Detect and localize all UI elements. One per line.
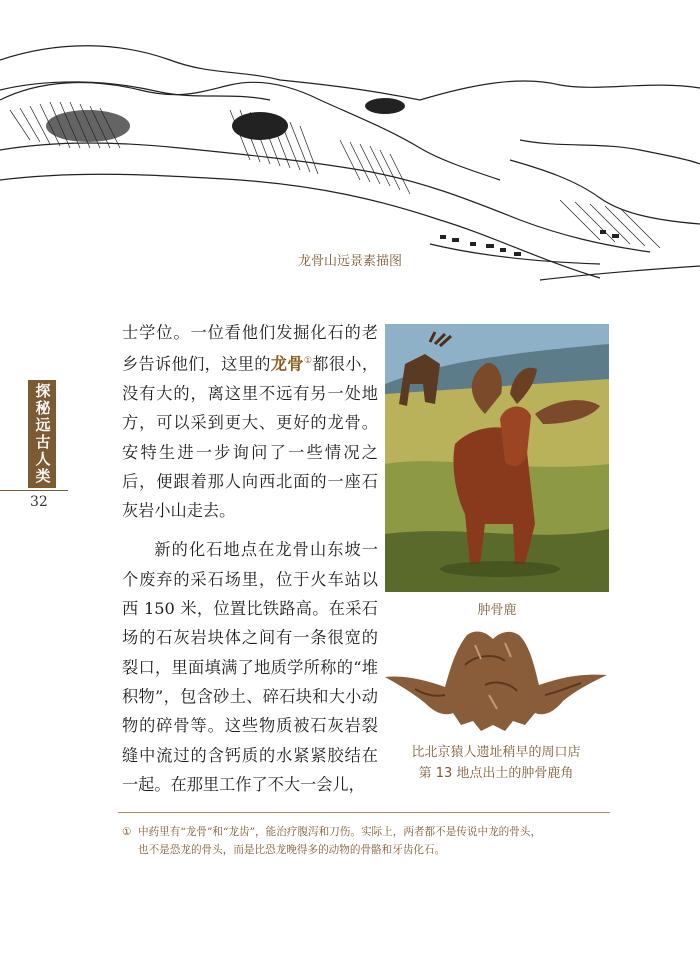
footnote-mark: ① xyxy=(303,356,313,367)
page-number: 32 xyxy=(30,494,48,510)
footnote-line-1: ① 中药里有“龙骨”和“龙齿”，能治疗腹泻和刀伤。实际上，两者都不是传说中龙的骨头， xyxy=(122,823,612,841)
paragraph-2: 新的化石地点在龙骨山东坡一个废弃的采石场里，位于火车站以西 150 米，位置比铁路高。在采石场的石灰岩块体之间有一条很宽的裂口，里面填满了地质学所称的“堆积物”，包含砂土、碎石块和大小动物的碎骨等。这些物质被石灰岩裂缝中流过的含钙质的水紧紧胶结在一起。在那里工作了不大一会儿， xyxy=(122,540,378,794)
footnote-line-2: 也不是恐龙的骨头，而是比恐龙晚得多的动物的骨骼和牙齿化石。 xyxy=(138,844,446,856)
keyword-dragon-bone: 龙骨 xyxy=(270,354,304,374)
footnote-rule xyxy=(118,812,610,813)
landscape-caption: 龙骨山远景素描图 xyxy=(297,254,402,269)
chapter-tab: 探秘远古人类 xyxy=(28,380,56,488)
antler-caption xyxy=(380,742,612,784)
body-text xyxy=(122,318,378,799)
footnote-number: ① xyxy=(122,826,132,838)
paragraph-1: 士学位。一位看他们发掘化石的老乡告诉他们，这里的龙骨①都很小，没有大的，离这里不远有另一处地方，可以采到更大、更好的龙骨。安特生进一步询问了一些情况之后，便跟着那人向西北面的一座石灰岩小山走去。 xyxy=(122,323,379,521)
antler-fossil-photo xyxy=(385,625,607,735)
footnote xyxy=(122,823,612,859)
deer-painting xyxy=(385,324,609,592)
deer-caption: 肿骨鹿 xyxy=(477,603,517,618)
antler-caption-line-1: 比北京猿人遗址稍早的周口店 xyxy=(411,745,581,760)
page-number-rule xyxy=(0,490,68,491)
antler-caption-line-2: 第 13 地点出土的肿骨鹿角 xyxy=(418,766,574,781)
